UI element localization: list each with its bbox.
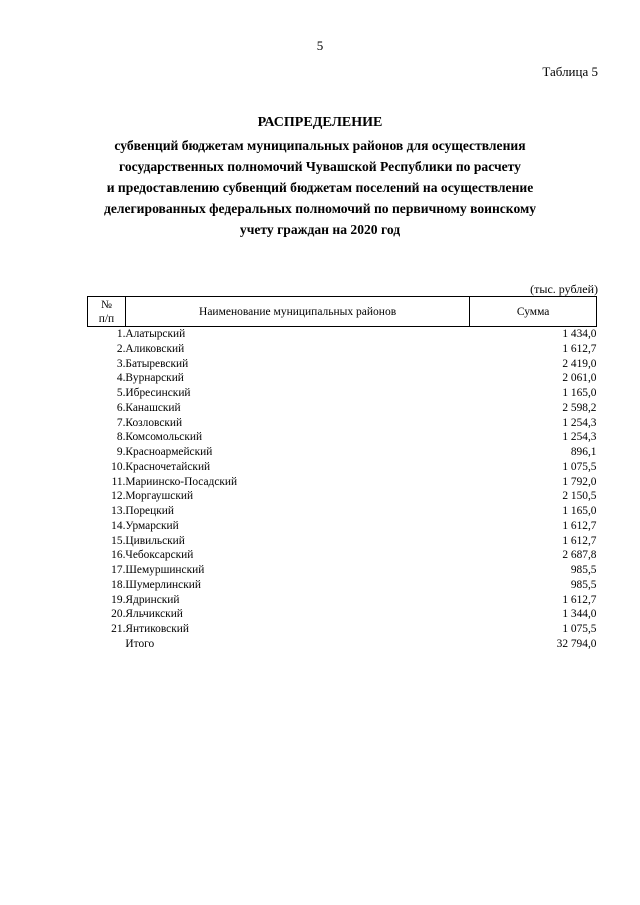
document-subtitle-line: субвенций бюджетам муниципальных районов для осуществления: [114, 138, 526, 153]
row-number: 15.: [111, 534, 126, 547]
document-subtitle-line: делегированных федеральных полномочий по первичному воинскому: [103, 201, 537, 216]
page-number: 5: [316, 38, 324, 53]
table-row: [88, 357, 597, 372]
table-body: [88, 327, 597, 652]
row-number: 2.: [116, 342, 126, 355]
row-number: 14.: [111, 519, 126, 532]
row-number: 13.: [111, 505, 126, 517]
table-row: [88, 460, 597, 475]
table-row: [88, 578, 597, 593]
header-sum: Сумма: [470, 297, 597, 327]
table-row: [88, 327, 597, 342]
table-row: [88, 593, 597, 608]
table-row: [88, 622, 597, 637]
row-sum: 1 612,7: [562, 519, 597, 532]
header-name: Наименование муниципальных районов: [125, 297, 469, 327]
row-number: 4.: [116, 372, 126, 385]
table-row: [88, 445, 597, 460]
district-name: Урмарский: [125, 519, 179, 532]
row-number: 16.: [111, 549, 126, 562]
row-sum: 1 165,0: [562, 505, 597, 517]
district-name: Моргаушский: [125, 490, 194, 503]
district-name: Мариинско-Посадский: [125, 475, 238, 488]
row-sum: 2 687,8: [562, 549, 597, 562]
district-name: Шемуршинский: [125, 564, 205, 576]
row-number: 3.: [116, 357, 126, 370]
row-sum: 1 254,3: [562, 431, 597, 444]
header-number: [88, 297, 126, 327]
row-number: 20.: [111, 608, 126, 621]
table-row: [88, 371, 597, 386]
table-header-row: [88, 297, 597, 327]
row-sum: 1 075,5: [562, 460, 597, 473]
row-number: 11.: [111, 475, 126, 488]
table-row: [88, 489, 597, 504]
header-number-line1: №: [100, 298, 112, 311]
district-name: Комсомольский: [125, 431, 203, 444]
table-row: [88, 386, 597, 401]
district-name: Канашский: [125, 401, 181, 414]
row-number: 12.: [111, 490, 126, 503]
row-number: 18.: [111, 578, 126, 591]
row-sum: 1 792,0: [562, 475, 597, 488]
district-name: Алатырский: [125, 328, 186, 340]
district-name: Ибресинский: [125, 387, 191, 399]
table-row: [88, 430, 597, 445]
document-subtitle-line: государственных полномочий Чувашской Республики по расчету: [119, 159, 521, 174]
row-sum: 2 598,2: [562, 401, 597, 414]
district-name: Красночетайский: [125, 460, 211, 473]
row-sum: 1 612,7: [562, 534, 597, 547]
document-subtitle-line: учету граждан на 2020 год: [239, 222, 401, 237]
row-number: 1.: [116, 328, 126, 340]
header-number-line2: п/п: [98, 312, 115, 325]
total-row: [88, 637, 597, 652]
row-sum: 896,1: [570, 446, 597, 458]
table-label: Таблица 5: [542, 64, 598, 79]
table-row: [88, 416, 597, 431]
district-name: Порецкий: [125, 505, 174, 517]
district-name: Ядринский: [125, 593, 180, 606]
row-sum: 2 061,0: [562, 372, 597, 385]
document-title-block: [40, 112, 600, 240]
row-number: 6.: [116, 401, 126, 414]
row-sum: 1 254,3: [562, 416, 597, 429]
total-sum: 32 794,0: [556, 637, 597, 650]
units-note: (тыс. рублей): [530, 282, 598, 296]
row-number: 8.: [116, 431, 126, 444]
table-row: [88, 548, 597, 563]
district-name: Батыревский: [125, 357, 189, 370]
row-number: 9.: [116, 446, 126, 458]
row-sum: 985,5: [570, 578, 597, 591]
row-sum: 2 150,5: [562, 490, 597, 503]
table-row: [88, 519, 597, 534]
table-row: [88, 563, 597, 578]
table-row: [88, 475, 597, 490]
district-name: Шумерлинский: [125, 578, 201, 591]
table-row: [88, 504, 597, 519]
district-name: Вурнарский: [125, 372, 184, 385]
row-sum: 1 612,7: [562, 342, 597, 355]
row-sum: 2 419,0: [562, 357, 597, 370]
row-sum: 1 612,7: [562, 593, 597, 606]
row-number: 10.: [111, 460, 126, 473]
row-sum: 1 344,0: [562, 608, 597, 621]
row-number: 17.: [111, 564, 126, 576]
row-sum: 1 075,5: [562, 623, 597, 635]
row-sum: 1 165,0: [562, 387, 597, 399]
table-row: [88, 342, 597, 357]
district-name: Чебоксарский: [125, 549, 194, 562]
district-name: Козловский: [125, 416, 183, 429]
table-row: [88, 607, 597, 622]
distribution-table: [87, 296, 597, 652]
table-row: [88, 401, 597, 416]
total-label: Итого: [125, 637, 155, 650]
district-name: Аликовский: [125, 342, 185, 355]
district-name: Яльчикский: [125, 608, 183, 621]
document-subtitle-line: и предоставлению субвенций бюджетам поселений на осуществление: [106, 180, 534, 195]
document-title: РАСПРЕДЕЛЕНИЕ: [257, 115, 383, 130]
total-number-cell: [88, 637, 126, 652]
row-sum: 985,5: [570, 564, 597, 576]
table-row: [88, 534, 597, 549]
district-name: Красноармейский: [125, 446, 213, 458]
district-name: Янтиковский: [125, 623, 189, 635]
row-number: 5.: [116, 387, 126, 399]
row-number: 21.: [111, 623, 126, 635]
row-sum: 1 434,0: [562, 328, 597, 340]
row-number: 19.: [111, 593, 126, 606]
row-number: 7.: [116, 416, 126, 429]
district-name: Цивильский: [125, 534, 185, 547]
